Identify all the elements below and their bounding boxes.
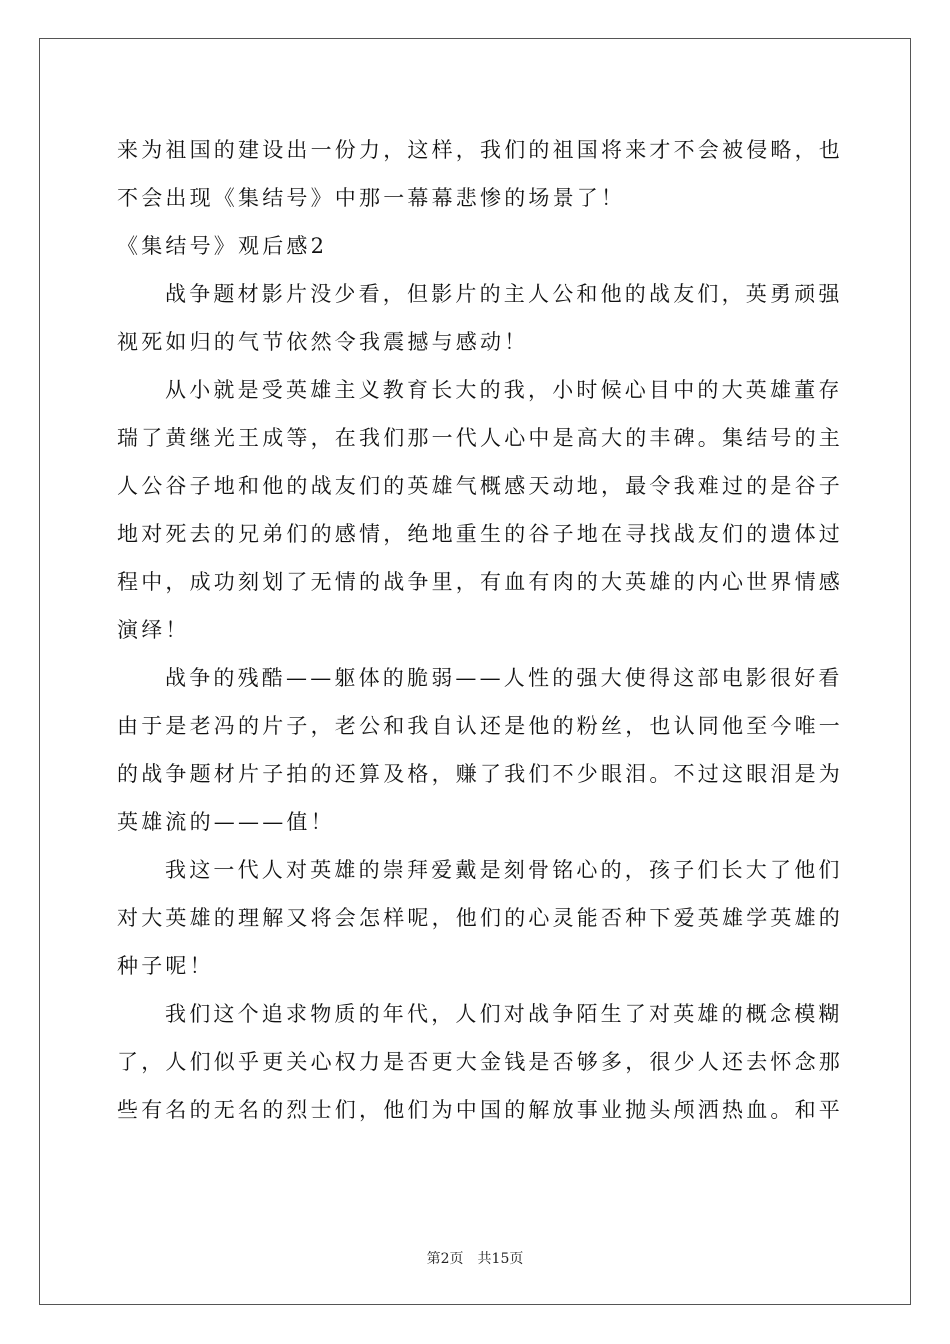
- text-line: 对大英雄的理解又将会怎样呢，他们的心灵能否种下爱英雄学英雄的: [117, 906, 843, 930]
- text-line: 的战争题材片子拍的还算及格，赚了我们不少眼泪。不过这眼泪是为: [117, 762, 843, 786]
- text-line: 种子呢！: [117, 954, 214, 978]
- text-line: 些有名的无名的烈士们，他们为中国的解放事业抛头颅洒热血。和平: [117, 1098, 843, 1122]
- text-line: 战争的残酷——躯体的脆弱——人性的强大使得这部电影很好看: [165, 666, 843, 690]
- text-line: 演绎！: [117, 618, 190, 642]
- text-line: 人公谷子地和他的战友们的英雄气概感天动地，最令我难过的是谷子: [117, 474, 843, 498]
- text-line: 不会出现《集结号》中那一幕幕悲惨的场景了！: [117, 186, 626, 210]
- text-line: 战争题材影片没少看，但影片的主人公和他的战友们，英勇顽强: [165, 282, 843, 306]
- text-line: 程中，成功刻划了无情的战争里，有血有肉的大英雄的内心世界情感: [117, 570, 843, 594]
- text-line: 视死如归的气节依然令我震撼与感动！: [117, 330, 529, 354]
- text-line: 瑞了黄继光王成等，在我们那一代人心中是高大的丰碑。集结号的主: [117, 426, 843, 450]
- page-number: 第2页: [426, 1251, 464, 1267]
- section-heading: 《集结号》观后感2: [117, 234, 328, 258]
- text-line: 了，人们似乎更关心权力是否更大金钱是否够多，很少人还去怀念那: [117, 1050, 843, 1074]
- page-total: 共15页: [477, 1251, 524, 1267]
- text-line: 英雄流的———值！: [117, 810, 335, 834]
- document-body: [117, 126, 843, 1134]
- text-line: 地对死去的兄弟们的感情，绝地重生的谷子地在寻找战友们的遗体过: [117, 522, 843, 546]
- text-line: 由于是老冯的片子，老公和我自认还是他的粉丝，也认同他至今唯一: [117, 714, 843, 738]
- page-footer: [0, 1248, 950, 1268]
- text-line: 从小就是受英雄主义教育长大的我，小时候心目中的大英雄董存: [165, 378, 843, 402]
- text-line: 我们这个追求物质的年代，人们对战争陌生了对英雄的概念模糊: [165, 1002, 843, 1026]
- text-line: 来为祖国的建设出一份力，这样，我们的祖国将来才不会被侵略，也: [117, 138, 843, 162]
- text-line: 我这一代人对英雄的崇拜爱戴是刻骨铭心的，孩子们长大了他们: [165, 858, 843, 882]
